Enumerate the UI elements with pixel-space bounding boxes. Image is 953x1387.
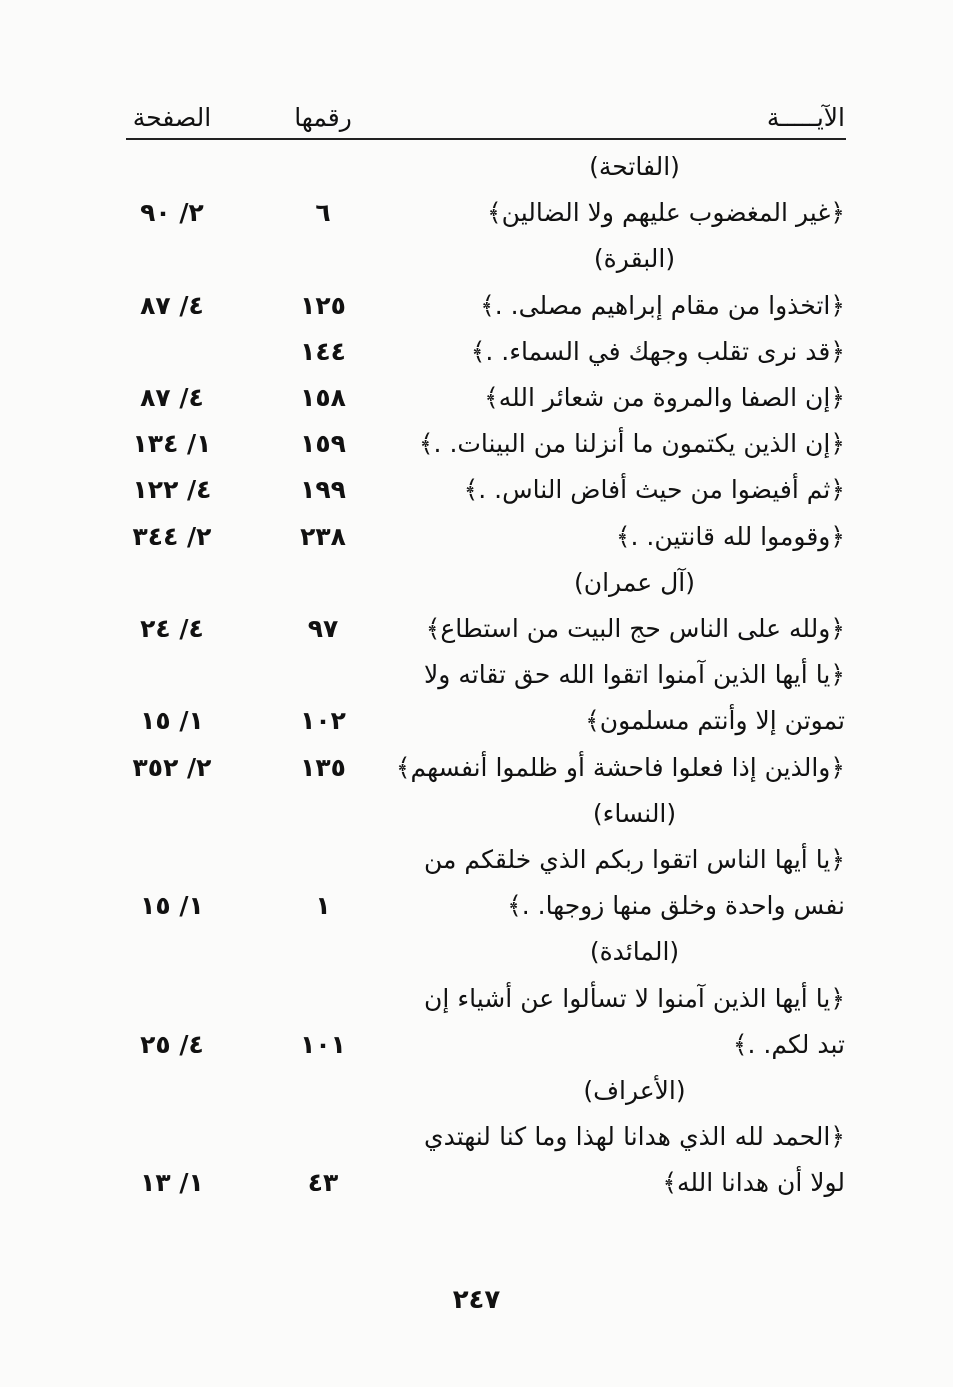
verse-number: ١٥٩ [300, 429, 346, 458]
verse-number: ١٤٤ [300, 337, 346, 366]
page-reference: ١/ ١٣٤ [132, 429, 212, 458]
surah-heading: (آل عمران) [573, 568, 696, 597]
page-reference: ٤/ ١٢٢ [132, 475, 212, 504]
verse-text: ﴿يا أيها الذين آمنوا لا تسألوا عن أشياء إن [424, 984, 845, 1013]
surah-heading: (الأعراف) [583, 1076, 686, 1105]
verse-text: ﴿والذين إذا فعلوا فاحشة أو ظلموا أنفسهم﴾ [395, 753, 845, 782]
verse-text: ﴿إن الذين يكتمون ما أنزلنا من البينات. .﴾ [418, 429, 845, 458]
page-reference: ١/ ١٥ [140, 891, 204, 920]
verse-number: ١٢٥ [300, 291, 346, 320]
page-number: ٢٤٧ [452, 1285, 501, 1315]
verse-text: ﴿الحمد لله الذي هدانا لهذا وما كنا لنهتدي [424, 1122, 845, 1151]
page-reference: ٢/ ٣٤٤ [132, 522, 212, 551]
column-header-verse: الآيـــــة [766, 103, 845, 132]
page-reference: ١/ ١٣ [140, 1168, 204, 1197]
column-header-number: رقمها [294, 103, 352, 132]
verse-number: ١٩٩ [300, 475, 346, 504]
verse-text: ﴿يا أيها الناس اتقوا ربكم الذي خلقكم من [424, 845, 845, 874]
column-header-page: الصفحة [132, 103, 212, 132]
verse-number: ٤٣ [307, 1168, 339, 1197]
verse-text: ﴿ولله على الناس حج البيت من استطاع﴾ [425, 614, 845, 643]
verse-number: ١٠١ [300, 1030, 346, 1059]
page-reference: ٤/ ٢٥ [140, 1030, 204, 1059]
verse-number: ١٥٨ [300, 383, 346, 412]
page-reference: ٤/ ٢٤ [140, 614, 204, 643]
surah-heading: (النساء) [592, 799, 677, 828]
verse-number: ١٣٥ [300, 753, 346, 782]
surah-heading: (البقرة) [593, 244, 676, 273]
verse-number: ١٠٢ [300, 706, 346, 735]
page-reference: ١/ ١٥ [140, 706, 204, 735]
verse-number: ٢٣٨ [300, 522, 346, 551]
verse-text: ﴿إن الصفا والمروة من شعائر الله﴾ [484, 383, 845, 412]
verse-text: ﴿ثم أفيضوا من حيث أفاض الناس. .﴾ [463, 475, 845, 504]
surah-heading: (الفاتحة) [589, 152, 680, 181]
verse-number: ٦ [315, 198, 331, 227]
page-reference: ٢/ ٩٠ [140, 198, 204, 227]
page-reference: ٤/ ٨٧ [140, 383, 204, 412]
verse-text: نفس واحدة وخلق منها زوجها. .﴾ [507, 891, 845, 920]
verse-text: ﴿غير المغضوب عليهم ولا الضالين﴾ [487, 198, 845, 227]
surah-heading: (المائدة) [589, 937, 680, 966]
verse-text: تبد لكم. .﴾ [732, 1030, 845, 1059]
page-reference: ٢/ ٣٥٢ [132, 753, 212, 782]
verse-text: ﴿قد نرى تقلب وجهك في السماء. .﴾ [470, 337, 845, 366]
verse-number: ١ [315, 891, 331, 920]
verse-text: ﴿اتخذوا من مقام إبراهيم مصلى. .﴾ [480, 291, 845, 320]
page-reference: ٤/ ٨٧ [140, 291, 204, 320]
verse-text: لولا أن هدانا الله﴾ [662, 1168, 845, 1197]
verse-text: تموتن إلا وأنتم مسلمون﴾ [585, 706, 845, 735]
verse-text: ﴿وقوموا لله قانتين. .﴾ [615, 522, 845, 551]
verse-text: ﴿يا أيها الذين آمنوا اتقوا الله حق تقاته ولا [424, 660, 845, 689]
verse-number: ٩٧ [307, 614, 339, 643]
